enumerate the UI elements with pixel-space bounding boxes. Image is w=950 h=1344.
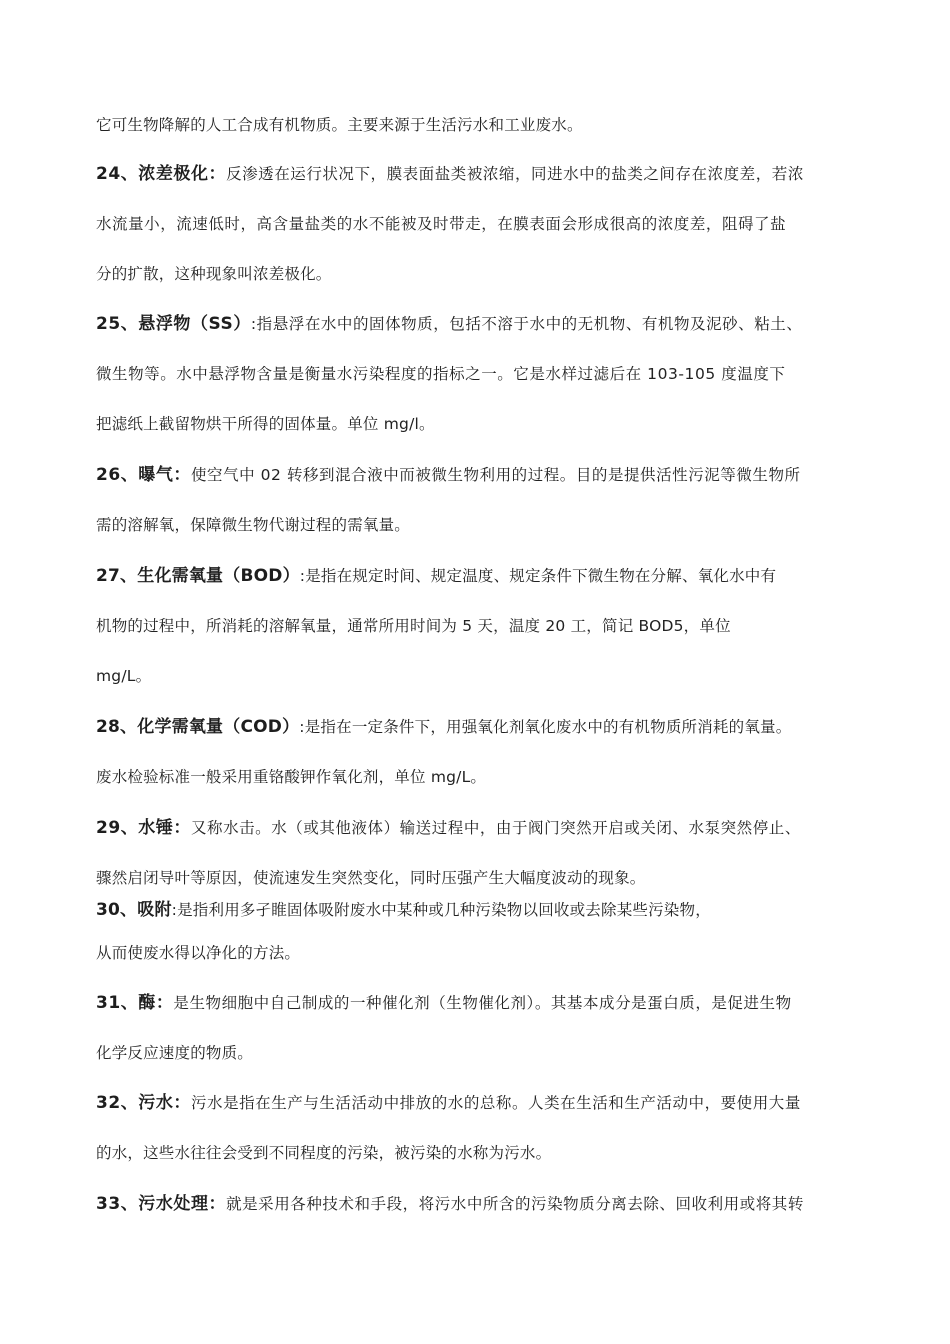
term-heading: 29、水锤： — [96, 818, 191, 838]
paragraph-line — [96, 465, 856, 485]
paragraph-line — [96, 616, 856, 636]
paragraph-line — [96, 214, 856, 234]
paragraph-line — [96, 666, 856, 686]
paragraph-line — [96, 868, 856, 888]
paragraph-line — [96, 115, 856, 135]
term-heading: 27、生化需氧量（BOD） — [96, 566, 300, 586]
line-text: :是指在一定条件下，用强氧化剂氧化废水中的有机物质所消耗的氧量。 — [299, 718, 792, 736]
line-text: 需的溶解氧，保障微生物代谢过程的需氧量。 — [96, 516, 411, 534]
line-text: 是生物细胞中自己制成的一种催化剂（生物催化剂）。其基本成分是蛋白质，是促进生物 — [173, 994, 792, 1012]
line-text: 废水检验标准一般采用重铬酸钾作氧化剂，单位 mg/L。 — [96, 768, 487, 786]
term-heading: 33、污水处理： — [96, 1194, 227, 1214]
line-text: 化学反应速度的物质。 — [96, 1044, 254, 1062]
line-text: 骤然启闭导叶等原因，使流速发生突然变化，同时压强产生大幅度波动的现象。 — [96, 869, 646, 887]
term-heading: 25、悬浮物（SS） — [96, 314, 251, 334]
line-text: 水流量小，流速低时，高含量盐类的水不能被及时带走，在膜表面会形成很高的浓度差，阻碍了盐 — [96, 215, 787, 233]
paragraph-line — [96, 767, 856, 787]
term-heading: 30、吸附 — [96, 900, 172, 920]
term-heading: 31、酶： — [96, 993, 174, 1013]
paragraph-line — [96, 264, 856, 284]
paragraph-line — [96, 566, 856, 586]
term-heading: 26、曝气： — [96, 465, 191, 485]
paragraph-line — [96, 818, 856, 838]
paragraph-line — [96, 1194, 856, 1214]
term-heading: 32、污水： — [96, 1093, 191, 1113]
paragraph-line — [96, 314, 856, 334]
line-text: 使空气中 02 转移到混合液中而被微生物利用的过程。目的是提供活性污泥等微生物所 — [190, 466, 801, 484]
line-text: 分的扩散，这种现象叫浓差极化。 — [96, 265, 332, 283]
paragraph-line — [96, 900, 856, 920]
line-text: 微生物等。水中悬浮物含量是衡量水污染程度的指标之一。它是水样过滤后在 103-105 度温度下 — [96, 365, 786, 383]
paragraph-line — [96, 717, 856, 737]
line-text: 又称水击。水（或其他液体）输送过程中，由于阀门突然开启或关闭、水泵突然停止、 — [190, 819, 801, 837]
paragraph-line — [96, 943, 856, 963]
line-text: 它可生物降解的人工合成有机物质。主要来源于生活污水和工业废水。 — [96, 116, 583, 134]
line-text: 污水是指在生产与生活活动中排放的水的总称。人类在生活和生产活动中，要使用大量 — [190, 1094, 801, 1112]
line-text: :指悬浮在水中的固体物质，包括不溶于水中的无机物、有机物及泥砂、粘土、 — [250, 315, 803, 333]
paragraph-line — [96, 164, 856, 184]
line-text: 机物的过程中，所消耗的溶解氧量，通常所用时间为 5 天，温度 20 工，简记 BOD5，单位 — [96, 617, 731, 635]
line-text: 从而使废水得以净化的方法。 — [96, 944, 301, 962]
term-heading: 24、浓差极化： — [96, 164, 227, 184]
line-text: :是指利用多孑睢固体吸附废水中某种或几种污染物以回收或去除某些污染物， — [171, 901, 711, 919]
paragraph-line — [96, 515, 856, 535]
line-text: :是指在规定时间、规定温度、规定条件下微生物在分解、氧化水中有 — [299, 567, 777, 585]
paragraph-line — [96, 1143, 856, 1163]
line-text: 就是采用各种技术和手段，将污水中所含的污染物质分离去除、回收利用或将其转 — [226, 1195, 804, 1213]
paragraph-line — [96, 1093, 856, 1113]
paragraph-line — [96, 993, 856, 1013]
paragraph-line — [96, 1043, 856, 1063]
paragraph-line — [96, 414, 856, 434]
term-heading: 28、化学需氧量（COD） — [96, 717, 300, 737]
line-text: 的水，这些水往往会受到不同程度的污染，被污染的水称为污水。 — [96, 1144, 552, 1162]
paragraph-line — [96, 364, 856, 384]
line-text: mg/L。 — [96, 667, 152, 685]
line-text: 把滤纸上截留物烘干所得的固体量。单位 mg/l。 — [96, 415, 435, 433]
line-text: 反渗透在运行状况下，膜表面盐类被浓缩，同进水中的盐类之间存在浓度差，若浓 — [226, 165, 804, 183]
